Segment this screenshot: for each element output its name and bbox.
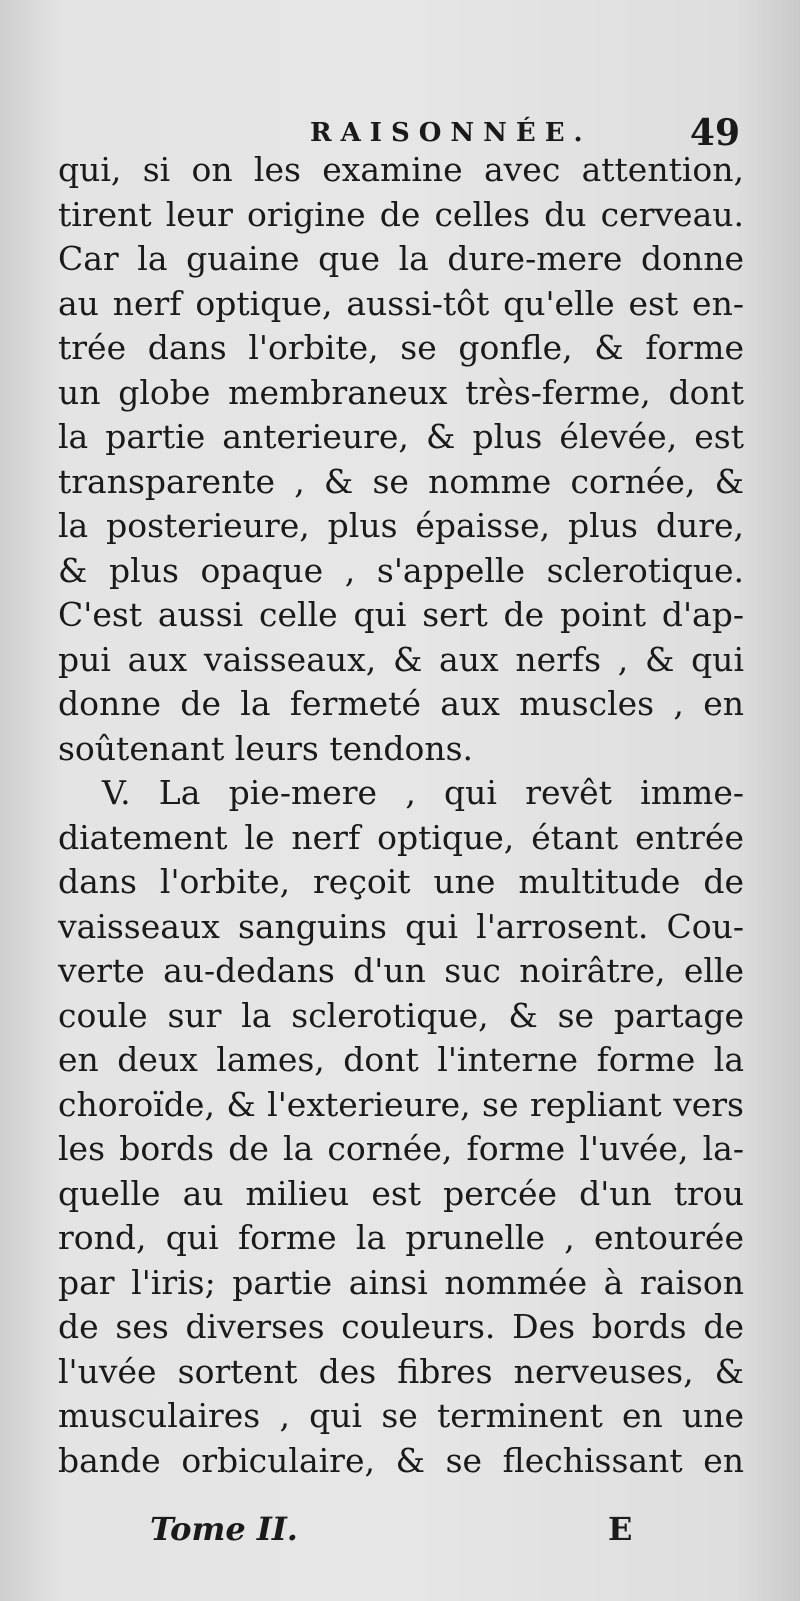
text-line: par l'iris; partie ainsi nommée à raison bbox=[58, 1262, 744, 1302]
text-line: dans l'orbite, reçoit une multitude de bbox=[58, 862, 744, 901]
text-line: coule sur la sclerotique, & se partage bbox=[58, 995, 744, 1035]
text-line: qui, si on les examine avec attention, bbox=[58, 150, 744, 189]
text-line: V. La pie-mere , qui revêt imme- bbox=[102, 773, 744, 812]
text-line: la partie anterieure, & plus élevée, est bbox=[58, 417, 744, 456]
text-line: de ses diverses couleurs. Des bords de bbox=[58, 1307, 744, 1346]
text-line: musculaires , qui se terminent en une bbox=[58, 1396, 744, 1435]
text-line: choroïde, & l'exterieure, se repliant vers bbox=[58, 1084, 744, 1124]
text-line: bande orbiculaire, & se flechissant en bbox=[58, 1440, 744, 1480]
text-line: diatement le nerf optique, étant entrée bbox=[58, 817, 744, 857]
text-line: quelle au milieu est percée d'un trou bbox=[58, 1173, 744, 1213]
text-line: trée dans l'orbite, se gonfle, & forme bbox=[58, 328, 744, 367]
text-line: rond, qui forme la prunelle , entourée bbox=[58, 1218, 744, 1257]
text-line: soûtenant leurs tendons. bbox=[58, 728, 474, 768]
text-line: C'est aussi celle qui sert de point d'ap- bbox=[58, 595, 744, 634]
text-line: les bords de la cornée, forme l'uvée, la- bbox=[58, 1129, 744, 1168]
signature-mark: E bbox=[608, 1510, 633, 1548]
text-line: verte au-dedans d'un suc noirâtre, elle bbox=[58, 951, 744, 990]
body-text bbox=[58, 148, 744, 1483]
volume-label: Tome II. bbox=[150, 1510, 298, 1548]
text-line: en deux lames, dont l'interne forme la bbox=[58, 1040, 744, 1079]
text-line: l'uvée sortent des fibres nerveuses, & bbox=[58, 1351, 744, 1391]
text-line: transparente , & se nomme cornée, & bbox=[58, 461, 744, 501]
text-line: pui aux vaisseaux, & aux nerfs , & qui bbox=[58, 639, 744, 679]
text-line: vaisseaux sanguins qui l'arrosent. Cou- bbox=[58, 906, 744, 946]
text-line: la posterieure, plus épaisse, plus dure, bbox=[58, 506, 744, 545]
text-line: un globe membraneux très-ferme, dont bbox=[58, 372, 744, 412]
text-line: & plus opaque , s'appelle sclerotique. bbox=[58, 550, 744, 590]
page-number: 49 bbox=[689, 112, 740, 154]
text-line: au nerf optique, aussi-tôt qu'elle est en- bbox=[58, 283, 744, 323]
text-line: donne de la fermeté aux muscles , en bbox=[58, 684, 744, 723]
page-footer bbox=[60, 1510, 750, 1560]
running-head: RAISONNÉE. bbox=[310, 118, 592, 148]
text-line: Car la guaine que la dure-mere donne bbox=[58, 239, 744, 278]
text-line: tirent leur origine de celles du cerveau. bbox=[58, 194, 744, 234]
